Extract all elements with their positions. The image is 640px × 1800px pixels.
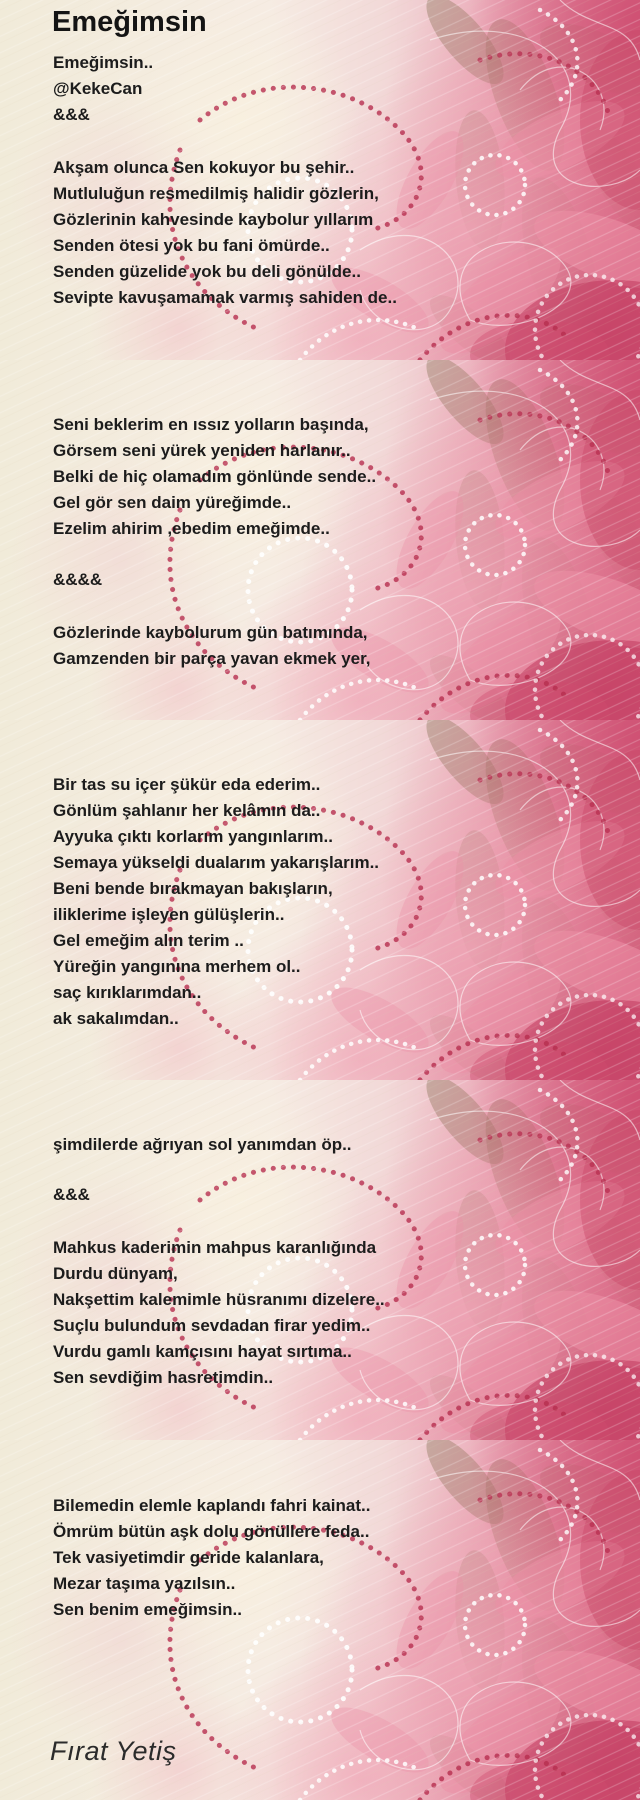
poem-line: Gel emeğim alın terim .. <box>53 931 244 950</box>
poem-line: Ayyuka çıktı korlarım yangınlarım.. <box>53 827 333 846</box>
poem-stanza <box>53 620 371 672</box>
poem-line: Gel gör sen daim yüreğimde.. <box>53 493 292 512</box>
poem-line: Akşam olunca Sen kokuyor bu şehir.. <box>53 158 355 177</box>
poem-stanza <box>53 772 379 1032</box>
poem-line: Senden güzelide yok bu deli gönülde.. <box>53 262 361 281</box>
poem-line: Mezar taşıma yazılsın.. <box>53 1574 236 1593</box>
poem-header-line: Emeğimsin.. <box>53 53 154 72</box>
poem-header-line: @KekeCan <box>53 79 143 98</box>
poem-line: Durdu dünyam, <box>53 1264 178 1283</box>
poem-line: saç kırıklarımdan.. <box>53 983 202 1002</box>
poem-line: Gamzenden bir parça yavan ekmek yer, <box>53 649 371 668</box>
poem-line: Senden ötesi yok bu fani ömürde.. <box>53 236 330 255</box>
poem-line: Gözlerinin kahvesinde kaybolur yıllarım <box>53 210 374 229</box>
poem-line: Sevipte kavuşamamak varmış sahiden de.. <box>53 288 397 307</box>
poem-line: Bir tas su içer şükür eda ederim.. <box>53 775 321 794</box>
poem-line: Bilemedin elemle kaplandı fahri kainat.. <box>53 1496 371 1515</box>
poem-line: Suçlu bulundum sevdadan firar yedim.. <box>53 1316 371 1335</box>
poem-line: Ömrüm bütün aşk dolu gönüllere feda.. <box>53 1522 370 1541</box>
poem-stanza <box>53 567 102 593</box>
poem-line: Ezelim ahirim ,ebedim emeğimde.. <box>53 519 330 538</box>
poem-line: Tek vasiyetimdir geride kalanlara, <box>53 1548 324 1567</box>
poem-line: Beni bende bırakmayan bakışların, <box>53 879 333 898</box>
poem-line: Sen sevdiğim hasretimdin.. <box>53 1368 274 1387</box>
poem-line: Gönlüm şahlanır her kelâmın da.. <box>53 801 321 820</box>
poem-line: Mahkus kaderimin mahpus karanlığında <box>53 1238 377 1257</box>
poem-line: &&&& <box>53 570 103 589</box>
poem-title: Emeğimsin <box>52 6 207 38</box>
poem-stanza <box>53 155 397 311</box>
poem-line: Yüreğin yangınına merhem ol.. <box>53 957 301 976</box>
poem-line: Mutluluğun resmedilmiş halidir gözlerin, <box>53 184 379 203</box>
poem-line: şimdilerde ağrıyan sol yanımdan öp.. <box>53 1135 352 1154</box>
poem-stanza <box>53 1182 90 1208</box>
poem-line: Belki de hiç olamadım gönlünde sende.. <box>53 467 377 486</box>
poem-header-lines <box>53 50 153 128</box>
poem-line: Vurdu gamlı kamçısını hayat sırtıma.. <box>53 1342 352 1361</box>
poem-line: ak sakalımdan.. <box>53 1009 179 1028</box>
poem-header-line: &&& <box>53 105 90 124</box>
poem-line: Sen benim emeğimsin.. <box>53 1600 242 1619</box>
poem-line: Gözlerinde kaybolurum gün batımında, <box>53 623 368 642</box>
poem-stanza <box>53 1235 385 1391</box>
poem-stanza <box>53 1493 370 1623</box>
poem-line: Görsem seni yürek yeniden harlanır.. <box>53 441 351 460</box>
poem-line: Semaya yükseldi dualarım yakarışlarım.. <box>53 853 380 872</box>
poem-line: iliklerime işleyen gülüşlerin.. <box>53 905 285 924</box>
poem-line: Seni beklerim en ıssız yolların başında, <box>53 415 369 434</box>
poem-line: Nakşettim kalemimle hüsranımı dizelere.. <box>53 1290 385 1309</box>
poem-line: &&& <box>53 1185 90 1204</box>
poem-stanza <box>53 1132 352 1158</box>
author-signature: Fırat Yetiş <box>50 1736 177 1766</box>
poem-stanza <box>53 412 376 542</box>
